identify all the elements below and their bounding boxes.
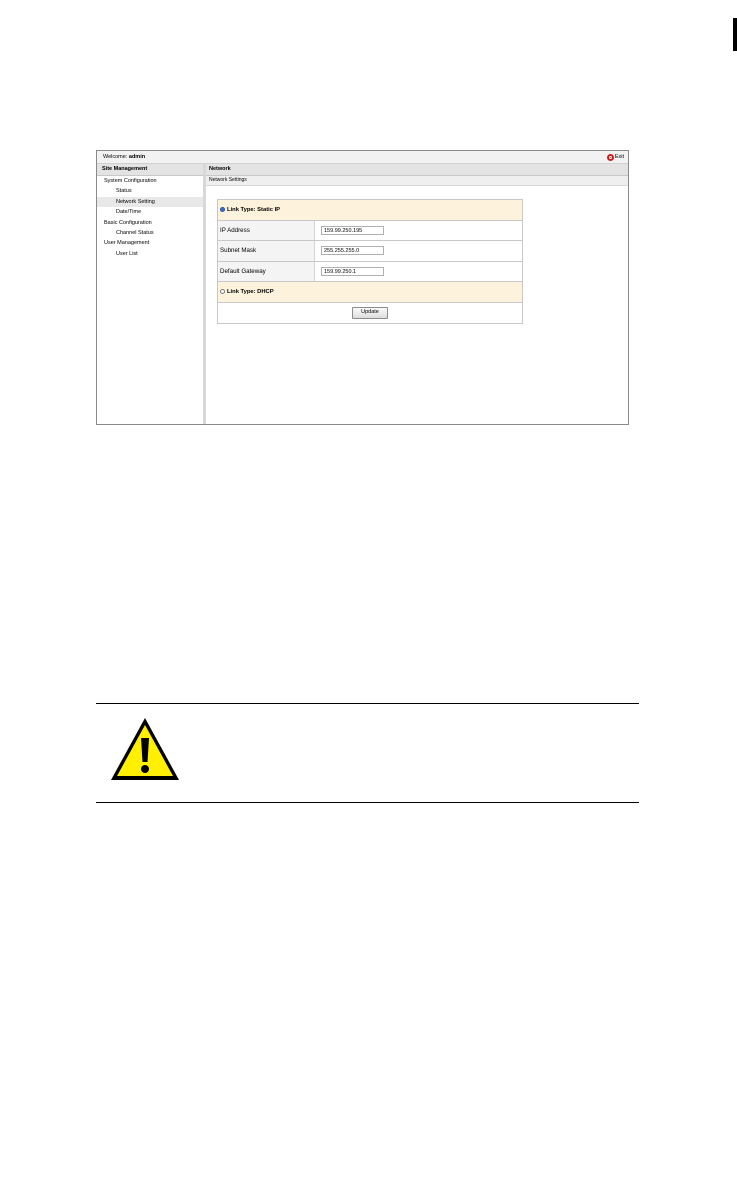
ip-address-input[interactable]: 159.99.250.195: [321, 226, 384, 235]
dhcp-radio[interactable]: [220, 289, 225, 294]
main-panel: [206, 164, 628, 424]
table-row: [218, 262, 522, 283]
network-settings-table: [217, 199, 523, 324]
static-ip-label: Link Type: Static IP: [227, 206, 281, 213]
exit-button[interactable]: [607, 152, 624, 162]
warning-triangle-icon: [109, 716, 181, 782]
sidebar-header: Site Management: [97, 164, 203, 176]
welcome-label: Welcome:: [103, 154, 128, 160]
link-type-static-row[interactable]: [218, 200, 522, 221]
exit-label: Exit: [614, 154, 624, 160]
sidebar-item-system-configuration[interactable]: System Configuration: [104, 178, 157, 184]
caution-top-rule: [96, 703, 639, 704]
subnet-mask-input[interactable]: 255.255.255.0: [321, 246, 384, 255]
sidebar-item-network-setting[interactable]: Network Setting: [97, 197, 203, 207]
top-bar: [97, 151, 628, 164]
caution-bottom-rule: [96, 802, 639, 803]
ip-address-label: IP Address: [218, 221, 315, 241]
default-gateway-input[interactable]: 159.99.250.1: [321, 267, 384, 276]
sidebar: [97, 164, 206, 424]
default-gateway-label: Default Gateway: [218, 262, 315, 282]
static-ip-radio[interactable]: [220, 207, 225, 212]
subnet-mask-label: Subnet Mask: [218, 241, 315, 261]
update-button[interactable]: Update: [352, 307, 388, 319]
sidebar-item-channel-status[interactable]: Channel Status: [116, 229, 154, 236]
sidebar-item-user-list[interactable]: User List: [116, 250, 138, 257]
sidebar-item-user-management[interactable]: User Management: [104, 240, 150, 247]
table-row: [218, 221, 522, 242]
table-row: [218, 241, 522, 262]
sidebar-item-date-time[interactable]: Date/Time: [116, 209, 142, 216]
link-type-dhcp-row[interactable]: [218, 282, 522, 303]
sidebar-item-basic-configuration[interactable]: Basic Configuration: [104, 219, 152, 226]
panel-subtitle: Network Settings: [206, 176, 628, 186]
button-row: [218, 303, 522, 324]
dhcp-label: Link Type: DHCP: [227, 288, 274, 295]
panel-title: Network: [206, 164, 628, 176]
page-edge-tab: [733, 18, 737, 51]
username: admin: [128, 154, 146, 160]
network-settings-screenshot: [96, 150, 629, 425]
sidebar-item-status[interactable]: Status: [116, 188, 132, 195]
power-icon: [607, 154, 614, 161]
